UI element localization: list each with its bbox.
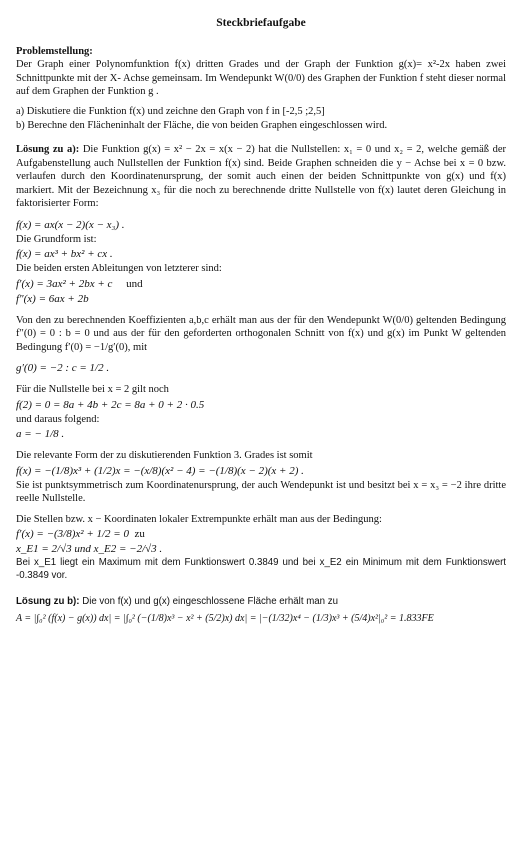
solution-a-intro-text: Die Funktion g(x) = x² − 2x = x(x − 2) hat die Nullstellen: x₁ = 0 und x₂ = 2, welche gemäß der Aufgabenstellung auch Nullstellen der Funktion f(x) sind. Beide Graphen schneiden die y − Achse bei x = 0 bzw. verlaufen durch den Koordinatenursprung, der somit auch einen der beiden Schnittpunkte von g(x) und f(x) markiert. Mit der Bezeichnung x₃ für die noch zu berechnende dritte Nullstelle von f(x) lautet deren Gleichung in faktorisierter Form: (16, 144, 506, 210)
nullstelle-text: Für die Nullstelle bei x = 2 gilt noch (16, 384, 169, 396)
solution-b-text: Die von f(x) und g(x) eingeschlossene Fläche erhält man zu (82, 595, 338, 607)
eq-first-derivative-suffix: und (126, 277, 143, 290)
eq-final-function: f(x) = −(1/8)x³ + (1/2)x = −(x/8)(x² − 4) = −(1/8)(x − 2)(x + 2) . (16, 464, 304, 477)
eq-factored: f(x) = ax(x − 2)(x − x₃) . (16, 218, 125, 231)
document-title: Steckbriefaufgabe (216, 17, 306, 29)
relevant-form-text: Die relevante Form der zu diskutierenden Funktion 3. Grades ist somit (16, 450, 313, 462)
solution-b-heading: Lösung zu b): (16, 595, 80, 607)
extrema-text: Die Stellen bzw. x − Koordinaten lokaler Extrempunkte erhält man aus der Bedingung: (16, 513, 382, 525)
eq-first-derivative-line (16, 277, 506, 291)
eq-extrema-locations: x_E1 = 2/√3 und x_E2 = −2/√3 . (16, 543, 163, 556)
max-min-text: Bei x_E1 liegt ein Maximum mit dem Funktionswert 0.3849 und bei x_E2 ein Minimum mit dem Funktionswert -0.3849 vor. (16, 557, 506, 581)
task-a: a) Diskutiere die Funktion f(x) und zeichne den Graph von f in [-2,5 ;2,5] (16, 106, 325, 118)
eq-first-derivative: f′(x) = 3ax² + 2bx + c (16, 277, 113, 290)
daraus-text: und daraus folgend: (16, 413, 100, 425)
eq-second-derivative: f″(x) = 6ax + 2b (16, 292, 89, 305)
eq-a: a = − 1/8 . (16, 428, 65, 441)
problem-section (16, 45, 506, 99)
eq-f2: f(2) = 0 = 8a + 4b + 2c = 8a + 0 + 2 · 0.5 (16, 398, 205, 411)
problem-heading: Problemstellung: (16, 45, 93, 57)
solution-a-heading: Lösung zu a): (16, 144, 80, 156)
ableitungen-label: Die beiden ersten Ableitungen von letzterer sind: (16, 263, 222, 275)
task-b: b) Berechne den Flächeninhalt der Fläche, die von beiden Graphen eingeschlossen wird. (16, 119, 388, 131)
eq-area: A = |∫₀² (f(x) − g(x)) dx| = |∫₀² (−(1/8)x³ − x² + (5/2)x) dx| = |−(1/32)x⁴ − (1/3)x³ + (5/4)x²|₀² = 1.833FE (16, 613, 434, 625)
coefficients-text: Von den zu berechnenden Koeffizienten a,b,c erhält man aus der für den Wendepunkt W(0/0) geltenden Bedingung f″(0) = 0 : b = 0 und aus der für den geforderten orthogonalen Schnitt von f(x) und g(x) im Punkt W geltenden Bedingung f′(0) = −1/g′(0), mit (16, 314, 506, 353)
eq-extrema: f′(x) = −(3/8)x² + 1/2 = 0 (16, 527, 129, 540)
solution-a-intro (16, 143, 506, 210)
solution-b (16, 596, 506, 608)
document-page (16, 10, 506, 627)
eq-gprime: g′(0) = −2 : c = 1/2 . (16, 362, 110, 375)
grundform-label: Die Grundform ist: (16, 233, 97, 245)
eq-grundform: f(x) = ax³ + bx² + cx . (16, 248, 113, 261)
eq-extrema-suffix: zu (134, 527, 145, 540)
symmetry-text: Sie ist punktsymmetrisch zum Koordinatenursprung, der auch Wendepunkt ist und besitzt bei x = x₃ = −2 ihre dritte reelle Nullstelle. (16, 479, 506, 505)
problem-text: Der Graph einer Polynomfunktion f(x) dritten Grades und der Graph der Funktion g(x)= x²-2x haben zwei Schnittpunkte mit der X- Achse gemeinsam. Im Wendepunkt W(0/0) des Graphen der Funktion f steht dieser normal auf dem Graphen der Funktion g . (16, 59, 506, 98)
eq-extrema-line (16, 527, 506, 541)
